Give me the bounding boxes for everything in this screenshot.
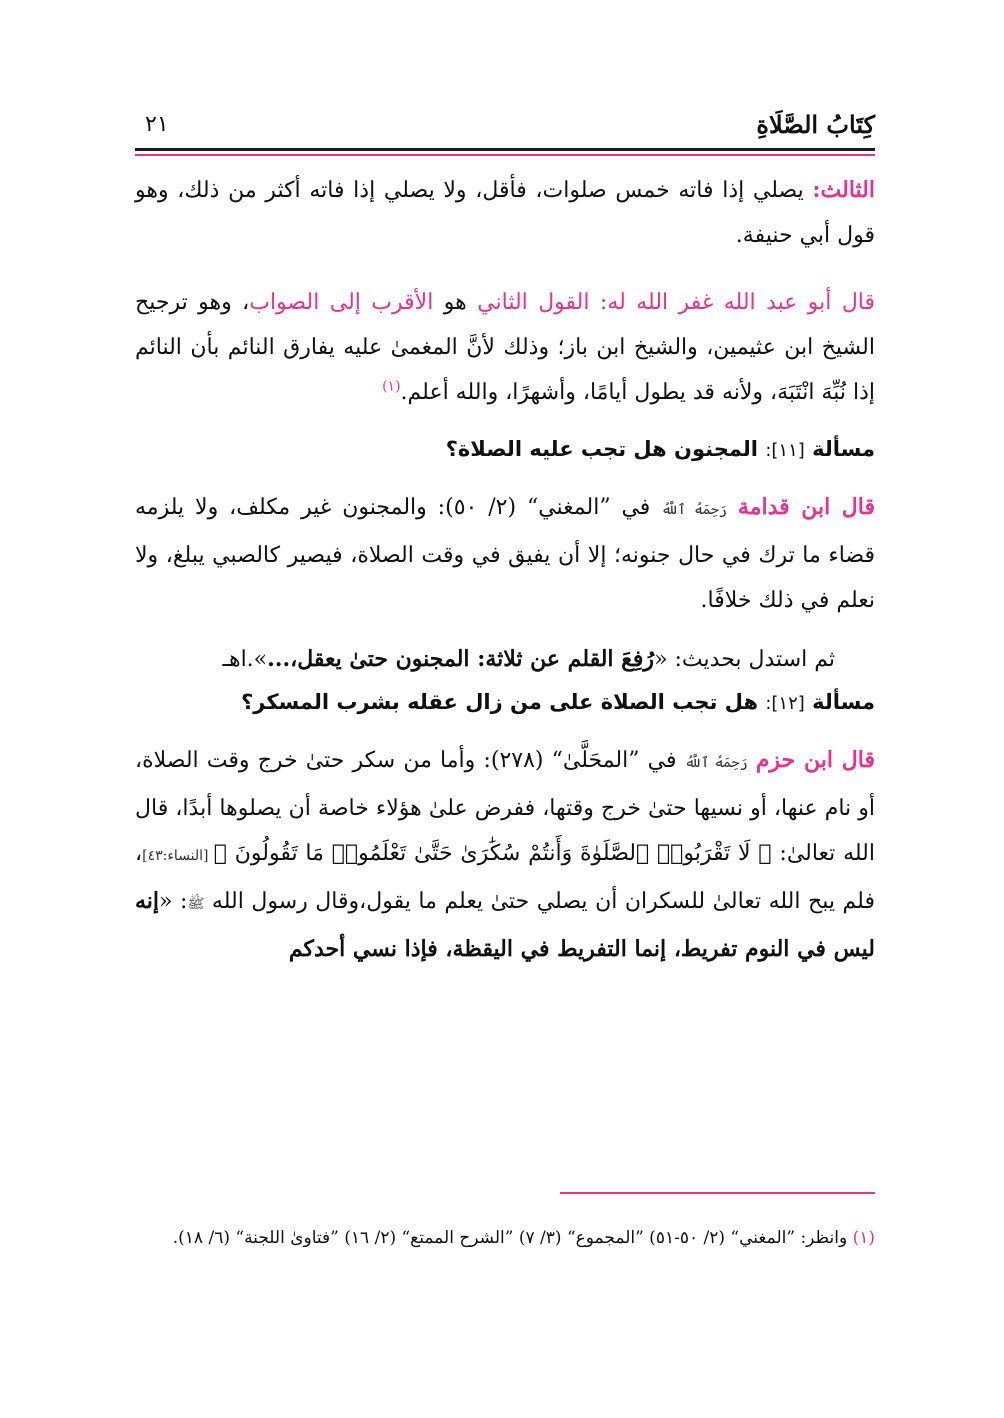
header-rule-thick — [135, 148, 875, 151]
paragraph-text: ، وهو ترجيح الشيخ ابن عثيمين، والشيخ ابن باز؛ وذلك لأنَّ المغمىٰ عليه يفارق النائم بأن النائم إذا نُبِّهَ انْتَبَهَ، ولأنه قد يطول أيامًا، وأشهرًا، والله أعلم. — [135, 290, 875, 405]
footnote-1 — [135, 1222, 875, 1254]
paragraph-ibn-hazm: قال ابن حزم رَحِمَهُ ٱللَّهُ في ”المحَلَّىٰ“ (٢٧٨): وأما من سكر حتىٰ خرج وقت الصلاة، أو نام عنها، أو نسيها حتىٰ خرج وقتها، ففرض علىٰ هؤلاء خاصة أن يصلوها أبدًا، قال الله تعالىٰ: ﴿ لَا تَقْرَبُوا۟ ٱلصَّلَوٰةَ وَأَنتُمْ سُكَٰرَىٰ حَتَّىٰ تَعْلَمُوا۟ مَا تَقُولُونَ ﴾ [النساء:٤٣]، فلم يبح الله تعالىٰ للسكران أن يصلي حتىٰ يعلم ما يقول،وقال رسول الله ﷺ: «إنه ليس في النوم تفريط، إنما التفريط في اليقظة، فإذا نسي أحدكم — [135, 747, 875, 962]
issue-heading-12 — [135, 682, 875, 724]
paragraph-author-opinion: قال أبو عبد الله غفر الله له: القول الثاني هو الأقرب إلى الصواب، وهو ترجيح الشيخ ابن عثيمين، والشيخ ابن باز؛ وذلك لأنَّ المغمىٰ عليه يفارق النائم بأن النائم إذا نُبِّهَ انْتَبَهَ، ولأنه قد يطول أيامًا، وأشهرًا، والله أعلم.$^{(١)}$ — [135, 290, 876, 405]
page-header — [135, 108, 875, 148]
honorific: رَحِمَهُ ٱللَّهُ — [661, 502, 728, 518]
issue-title: هل تجب الصلاة على من زال عقله بشرب المسكر؟ — [241, 690, 759, 714]
honorific: رَحِمَهُ ٱللَّهُ — [684, 755, 748, 771]
issue-number: [١١]: — [765, 440, 805, 461]
book-title: كِتَابُ الصَّلَاةِ — [756, 110, 875, 139]
main-text — [135, 168, 875, 972]
paragraph-ibn-qudama — [135, 485, 875, 623]
verse-reference: [النساء:٤٣] — [142, 848, 214, 864]
opinion-label: الثالث: — [812, 177, 875, 203]
paragraph-text: يصلي إذا فاته خمس صلوات، فأقل، ولا يصلي إذا فاته أكثر من ذلك، وهو قول أبي حنيفة. — [135, 178, 875, 248]
page-number: ٢١ — [145, 112, 169, 137]
footnote-number: (١) — [852, 1228, 875, 1248]
issue-title: المجنون هل تجب عليه الصلاة؟ — [445, 437, 759, 461]
footnote-separator — [560, 1192, 875, 1194]
issue-label: مسألة — [812, 690, 875, 714]
footnote-text: وانظر: ”المغني“ (٢/ ٥٠-٥١) ”المجموع“ (٣/ ٧) ”الشرح الممتع“ (٢/ ١٦) ”فتاوىٰ اللجنة“ (٦/ ١٨). — [172, 1228, 853, 1248]
opinion-reference: القول الثاني — [477, 290, 590, 315]
closest-to-correct: الأقرب إلى الصواب — [249, 290, 434, 315]
footnotes — [135, 1222, 875, 1254]
salutation: ﷺ — [187, 896, 205, 912]
hadith-text: رُفِعَ القلم عن ثلاثة: المجنون حتىٰ يعقل،... — [267, 646, 655, 672]
footnote-reference[interactable]: (١) — [382, 378, 401, 395]
issue-number: [١٢]: — [765, 693, 805, 714]
header-rule-pink — [135, 154, 875, 156]
paragraph-third-opinion — [135, 168, 875, 258]
hadith-text: إنه ليس في النوم تفريط، إنما التفريط في اليقظة، فإذا نسي أحدكم — [135, 888, 875, 962]
scholar-name: قال ابن قدامة — [737, 494, 875, 520]
author-attribution: قال أبو عبد الله غفر الله له: — [599, 290, 876, 315]
paragraph-hadith-evidence: ثم استدل بحديث: «رُفِعَ القلم عن ثلاثة: المجنون حتىٰ يعقل،...».اهـ — [222, 646, 835, 672]
issue-heading-11 — [135, 429, 875, 471]
paragraph-text: في ”المغني“ (٢/ ٥٠): والمجنون غير مكلف، ولا يلزمه قضاء ما ترك في حال جنونه؛ إلا أن يفيق في وقت الصلاة، فيصير كالصبي يبلغ، ولا نعلم في ذلك خلافًا. — [135, 495, 875, 613]
scholar-name: قال ابن حزم — [755, 747, 875, 773]
issue-label: مسألة — [812, 437, 875, 461]
quran-verse: ﴿ لَا تَقْرَبُوا۟ ٱلصَّلَوٰةَ وَأَنتُمْ سُكَٰرَىٰ حَتَّىٰ تَعْلَمُوا۟ مَا تَقُولُونَ ﴾ — [213, 841, 772, 866]
